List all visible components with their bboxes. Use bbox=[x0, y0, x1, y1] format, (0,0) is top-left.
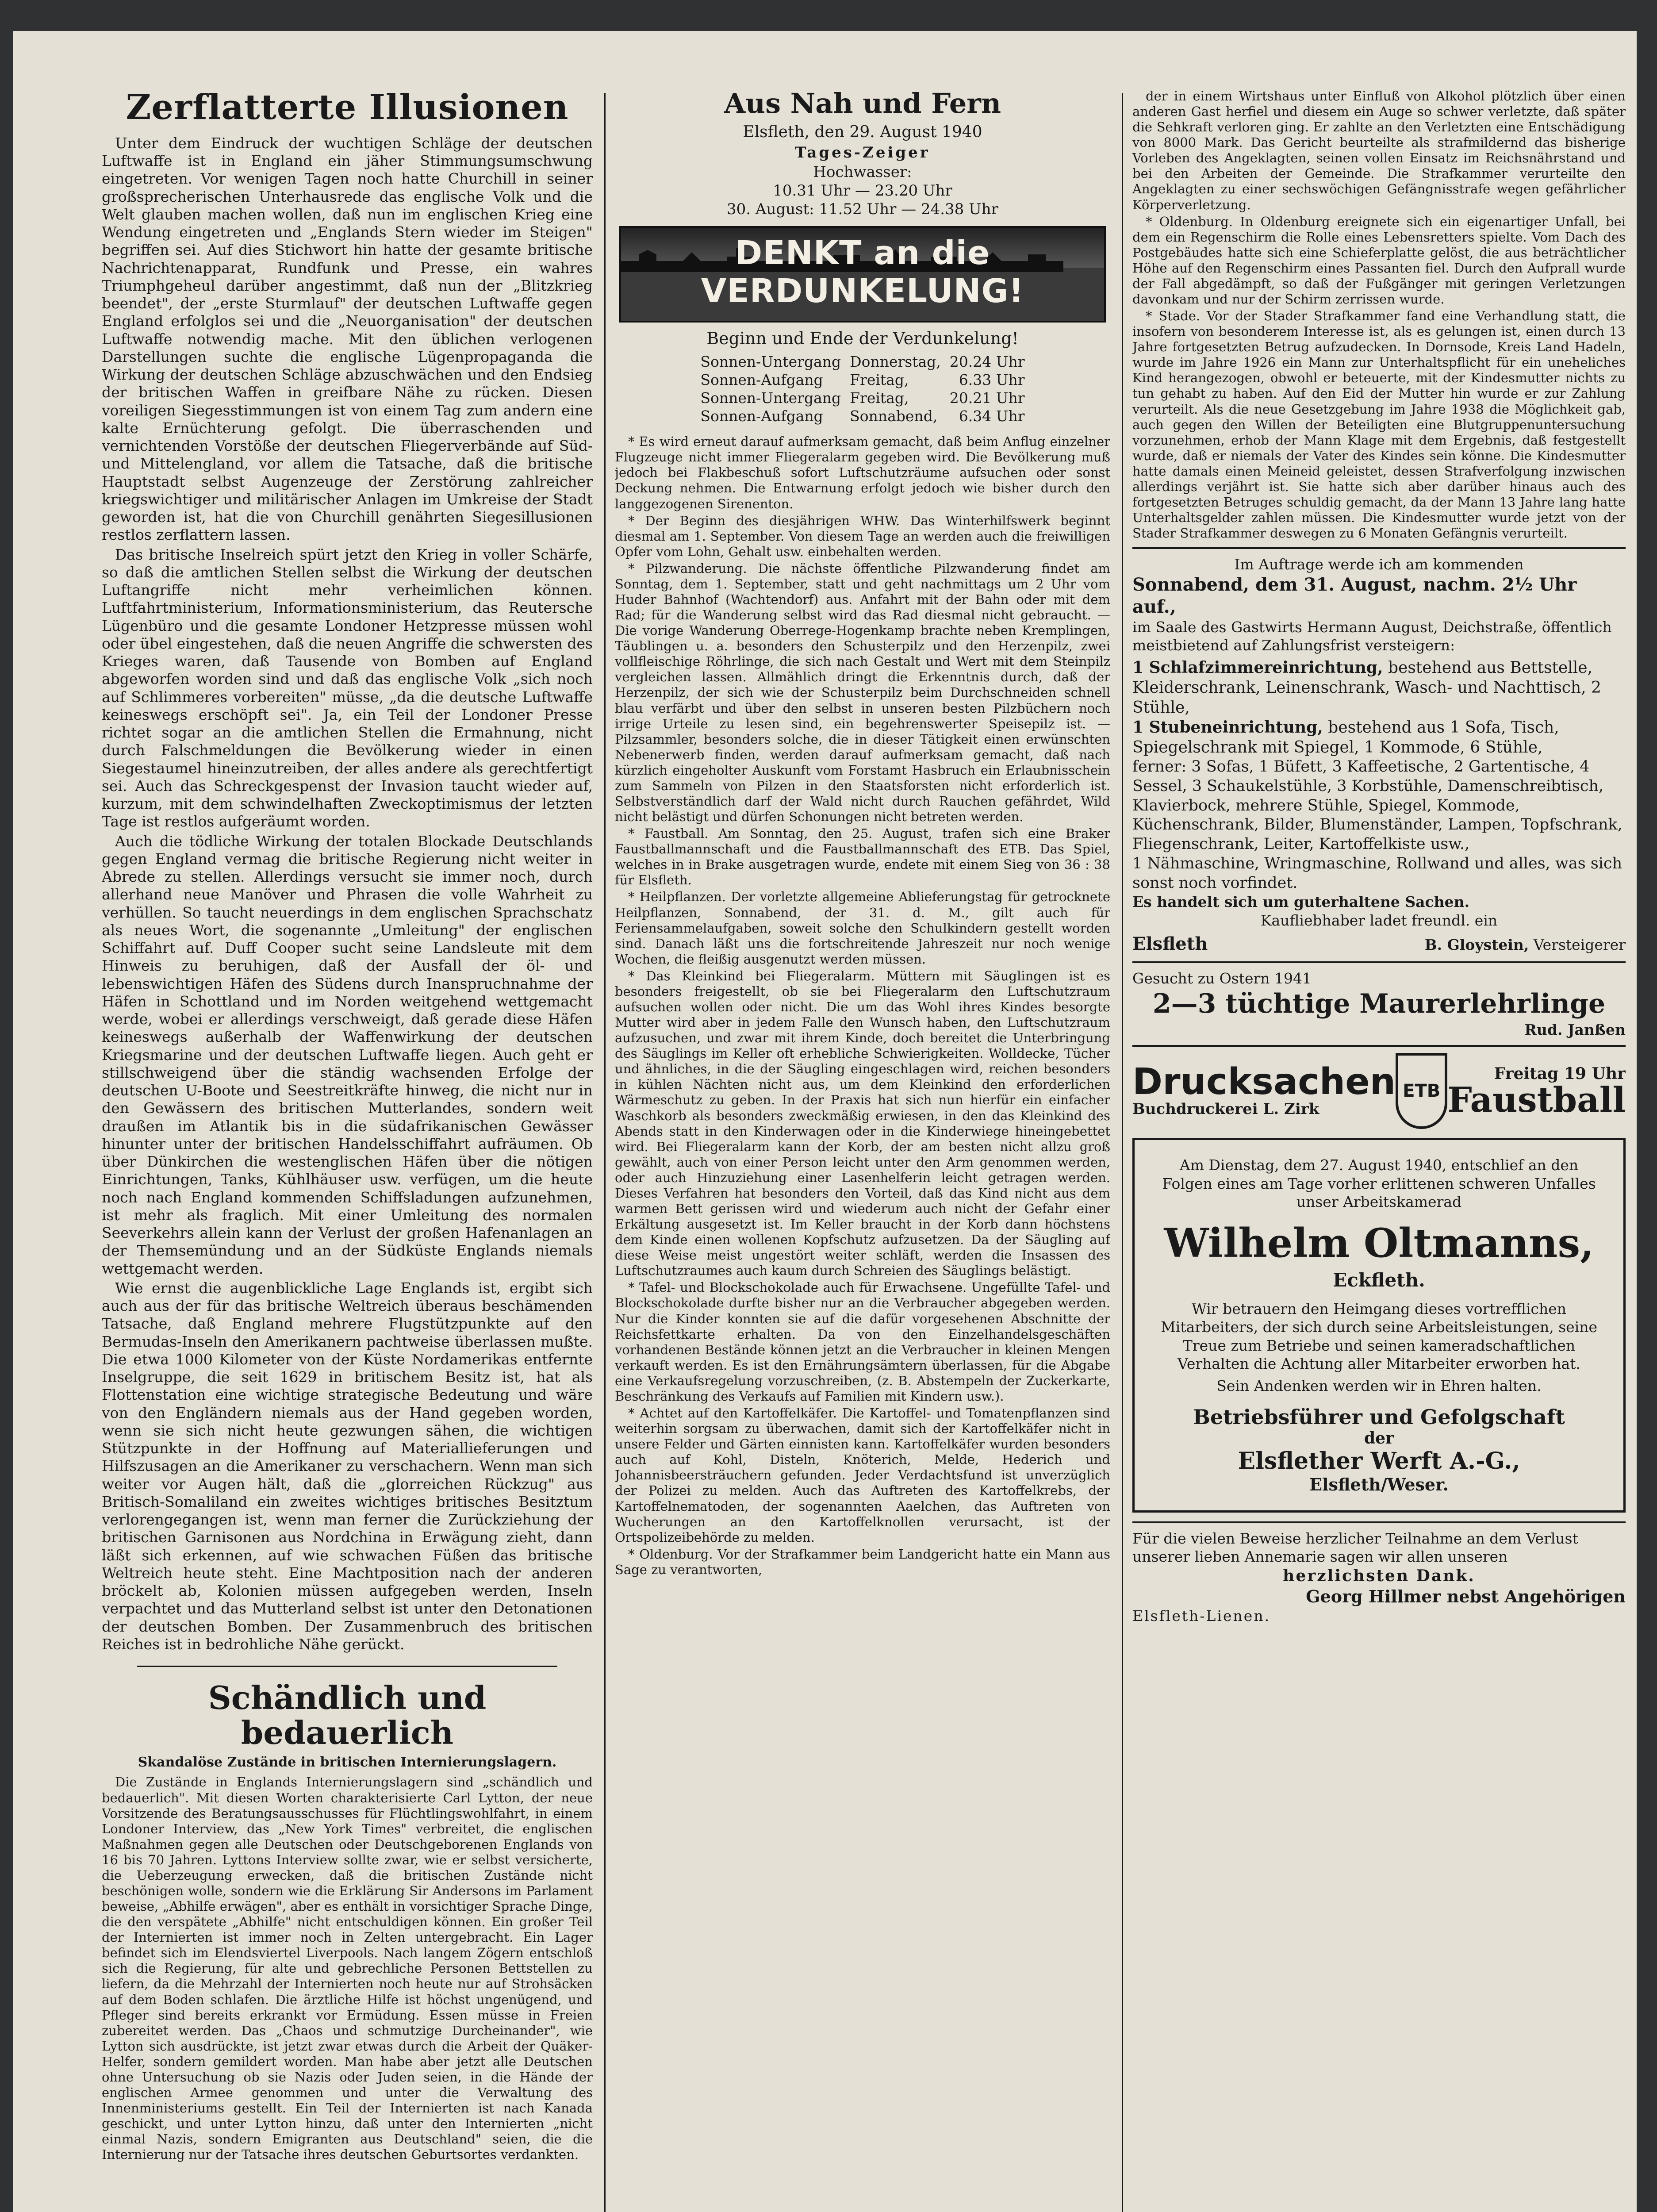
thanks-place: Elsfleth-Lienen. bbox=[1132, 1607, 1271, 1625]
sun-time: 6.33 Uhr bbox=[959, 371, 1025, 389]
sun-time: 6.34 Uhr bbox=[959, 407, 1025, 425]
sun-day: Freitag, bbox=[850, 371, 909, 389]
news-item: * Faustball. Am Sonntag, den 25. August, trafen sich eine Braker Faustballmannschaft und die Faustballmannschaft des ETB. Das Spiel, welches in in Brake ausgetragen wurde, endete mit einem Sieg von 36 : 38 für Elsfleth. bbox=[615, 826, 1110, 888]
column-3 bbox=[1132, 88, 1626, 2212]
sun-event: Sonnen-Aufgang bbox=[700, 371, 823, 389]
sun-event: Sonnen-Untergang bbox=[700, 353, 841, 371]
sun-time: 20.21 Uhr bbox=[949, 389, 1025, 407]
print-ad-title: Drucksachen bbox=[1132, 1061, 1396, 1103]
auction-item-1 bbox=[1132, 658, 1626, 718]
paragraph: Wie ernst die augenblickliche Lage Englands ist, ergibt sich auch aus der für das britische Weltreich überaus beschämenden Tatsache, daß England mehrere Flugstützpunkte auf den Bermudas-Inseln den Amerikanern pachtweise überlassen mußte. Die etwa 1000 Kilometer von der Küste Nordamerikas entfernte Inselgruppe, die seit 1629 in britischem Besitz ist, hat als Flottenstation eine wichtige strategische Bedeutung und wäre von den Engländern niemals aus der Hand gegeben worden, wenn sie sich nicht heute gezwungen sähen, die wichtigen Stützpunkte in der Hoffnung auf Materiallieferungen und Hilfszusagen an die Amerikaner zu verschachern. Wenn man sich weiter vor Augen hält, daß die „glorreichen Rückzug" aus Britisch-Somaliland ein zweites wichtiges britisches Besitztum verlorengegangen ist, wenn man ferner die Zurückziehung der britischen Garnisonen aus Nordchina in Erwägung zieht, dann läßt sich erkennen, auf wie schwachen Füßen das britische Weltreich heute steht. Eine Machtposition nach der anderen bröckelt ab, Kolonien müssen aufgegeben werden, Inseln verpachtet und das Mutterland selbst ist unter den Detonationen der deutschen Bomben. Der Zusammenbruch des britischen Reiches ist in bedrohliche Nähe gerückt. bbox=[102, 1279, 593, 1653]
thanks-ad bbox=[1132, 1529, 1626, 1625]
auction-buyers: Kaufliebhaber ladet freundl. ein bbox=[1260, 911, 1498, 929]
obituary-sign-2: der bbox=[1364, 1429, 1394, 1448]
news-item: * Heilpflanzen. Der vorletzte allgemeine Ablieferungstag für getrocknete Heilpflanzen, Sonnabend, der 31. d. M., gilt auch für Feriensammelaufgaben, soweit solche den Schulkindern gestellt worden sind. Danach läßt uns die fortschreitende Jahreszeit nur noch wenige Wochen, die fleißig ausgenutzt werden müssen. bbox=[615, 889, 1110, 967]
ad-divider bbox=[1132, 961, 1626, 963]
sun-event: Sonnen-Untergang bbox=[700, 389, 841, 407]
verdunkelung-title: Beginn und Ende der Verdunkelung! bbox=[706, 329, 1019, 349]
obituary-name: Wilhelm Oltmanns, bbox=[1164, 1220, 1594, 1267]
column-1 bbox=[102, 88, 593, 2212]
job-signature: Rud. Janßen bbox=[1524, 1021, 1626, 1039]
hochwasser-time-2: 30. August: 11.52 Uhr — 24.38 Uhr bbox=[727, 200, 998, 219]
ad-divider bbox=[1132, 1045, 1626, 1047]
thanks-line: herzlichsten Dank. bbox=[1283, 1566, 1475, 1585]
auctioneer-role: Versteigerer bbox=[1533, 936, 1626, 953]
auctioneer-name: B. Gloystein, bbox=[1424, 936, 1529, 953]
news-item: * Das Kleinkind bei Fliegeralarm. Müttern mit Säuglingen ist es besonders freigestellt, ob sie bei Fliegeralarm den Luftschutzraum aufsuchen wollen oder nicht. Die um das Wohl ihres Kindes besorgte Mutter wird aber in jedem Falle den Wunsch haben, den Luftschutzraum aufzusuchen, und zwar mit ihrem Kinde, doch bereitet die Unterbringung des Säuglings im Keller oft erhebliche Schwierigkeiten. Wolldecke, Tücher und ähnliches, in die der Säugling eingeschlagen wird, reichen besonders in kühlen Nächten nicht aus, um dem Kleinkind den erforderlichen Wärmeschutz zu geben. In der Praxis hat sich nun hierfür ein einfacher Waschkorb als besonders zweckmäßig erwiesen, in den das Kleinkind des Abends statt in den Kinderwagen oder in die Kinderwiege hineingebettet wird. Bei Fliegeralarm kann der Korb, der am besten nicht allzu groß gewählt, auch von einer Person leicht unter den Arm genommen werden, oder auch Hinzuziehung einer Lasenhelferin leicht getragen werden. Dieses Verfahren hat besonders den Vorteil, daß das Kind nicht aus dem warmen Bett gerissen wird und wiederum auch nicht der Gefahr einer Erkältung ausgesetzt ist. Im Keller braucht in der Korb dann höchstens dem Kinde einen wollenen Kopfschutz aufzusetzen. Da der Säugling auf diese Weise meist ungestört weiter schläft, werden die Insassen des Luftschutzraumes auch kaum durch Schreien des Säuglings belästigt. bbox=[615, 968, 1110, 1279]
faustball-title: Faustball bbox=[1447, 1080, 1626, 1121]
table-row bbox=[696, 407, 1029, 425]
tageszeiger-label: Tages-Zeiger bbox=[795, 144, 930, 162]
column-rule-1 bbox=[604, 93, 606, 2212]
hochwasser-time-1: 10.31 Uhr — 23.20 Uhr bbox=[773, 182, 952, 200]
obituary-place: Eckfleth. bbox=[1333, 1269, 1425, 1291]
etb-logo-icon: ETB bbox=[1396, 1053, 1447, 1129]
obituary-sign-3: Elsflether Werft A.-G., bbox=[1238, 1448, 1520, 1475]
auction-date: Sonnabend, dem 31. August, nachm. 2½ Uhr auf., bbox=[1132, 574, 1577, 617]
blackout-banner bbox=[619, 226, 1106, 323]
news-item: * Achtet auf den Kartoffelkäfer. Die Kartoffel- und Tomatenpflanzen sind weiterhin sorgsam zu überwachen, damit sich der Kartoffelkäfer nicht in unsere Felder und Gärten einnisten kann. Kartoffelkäfer wurden besonders auch auf Kohl, Disteln, Knöterich, Melde, Hederich und Johannisbeersträuchern gefunden. Jeder Verdachtsfund ist unverzüglich der Polizei zu melden. Auch das Auftreten des Kartoffelkrebs, der Kartoffelnematoden, der sogenannten Aaelchen, das Auftreten von Wucherungen an den Kartoffelknollen verursacht, ist der Ortspolizeibehörde zu melden. bbox=[615, 1406, 1110, 1545]
auction-footer bbox=[1132, 933, 1626, 955]
obituary-intro: Am Dienstag, dem 27. August 1940, entschlief an den Folgen eines am Tage vorher erlittenen schweren Unfalles unser Arbeitskamerad bbox=[1162, 1156, 1596, 1210]
column-2 bbox=[615, 88, 1110, 2212]
news-item: * Es wird erneut darauf aufmerksam gemacht, daß beim Anflug einzelner Flugzeuge nicht immer Fliegeralarm gegeben wird. Die Bevölkerung muß jedoch bei Flakbeschuß sofort Luftschutzräume aufsuchen oder sonst Deckung nehmen. Die Entwarnung erfolgt jedoch wie bisher durch den langgezogenen Sirenenton. bbox=[615, 434, 1110, 511]
auction-signature bbox=[1425, 936, 1626, 954]
item-head: 1 Schlafzimmereinrichtung, bbox=[1132, 658, 1383, 677]
article-headline-illusionen: Zerflatterte Illusionen bbox=[126, 88, 569, 127]
auction-item-2 bbox=[1132, 718, 1626, 757]
sun-day: Freitag, bbox=[850, 389, 909, 407]
auction-note: Es handelt sich um guterhaltene Sachen. bbox=[1132, 893, 1470, 911]
column-rule-2 bbox=[1122, 93, 1123, 2212]
paragraph: Die Zustände in Englands Internierungslagern sind „schändlich und bedauerlich". Mit diesen Worten charakterisierte Carl Lytton, der neue Vorsitzende des Beratungsausschusses für Flüchtlingswohlfahrt, in einem Londoner Interview, das „New York Times" verbreitet, die englischen Maßnahmen gegen alle Deutschen oder Deutschgeborenen Englands von 16 bis 70 Jahren. Lyttons Interview sollte zwar, wie er selbst versicherte, die Ueberzeugung erwecken, daß die britischen Zustände nicht beschönigen wolle, sondern wie die Erklärung Sir Andersons im Parlament beweise, „Abhilfe erwägen", aber es enthält in vorsichtiger Sprache Dinge, die den verspätete „Abhilfe" nicht entschuldigen können. Ein großer Teil der Internierten ist immer noch in Zelten untergebracht. Ein Lager befindet sich im Elendsviertel Liverpools. Nach langem Zögern entschloß sich die Regierung, für alte und gebrechliche Personen Bettstellen zu liefern, da die Mehrzahl der Internierten noch heute nur auf Strohsäcken auf dem Boden schlafen. Die ärztliche Hilfe ist höchst ungenügend, und Pfleger sind bereits erkrankt vor Ermüdung. Essen müsse in Freien zubereitet werden. Das „Chaos und schmutzige Durcheinander", wie Lytton sich ausdrückte, ist jetzt zwar etwas durch die Arbeit der Quäker-Helfer, sondern gemildert worden. Man habe aber jetzt alle Deutschen ohne Untersuchung ob sie Nazis oder Juden seien, in die Hände der englischen Armee genommen und unter die Verwaltung des Innenministeriums gestellt. Ein Teil der Internierten ist nach Kanada geschickt, und unter Lytton hinzu, daß unter den Internierten „nicht einmal Nazis, sondern Emigranten aus Deutschland" seien, die die Internierung nur der Tatsache ihres deutschen Geburtsortes verdankten. bbox=[102, 1774, 593, 2162]
obituary-box bbox=[1132, 1138, 1626, 1513]
table-row bbox=[696, 371, 1029, 389]
news-item: * Oldenburg. Vor der Strafkammer beim Landgericht hatte ein Mann aus Sage zu verantworten, bbox=[615, 1546, 1110, 1577]
table-row bbox=[696, 389, 1029, 407]
news-item: * Oldenburg. In Oldenburg ereignete sich ein eigenartiger Unfall, bei dem ein Regenschirm die Rolle eines Lebensretters spielte. Vom Dach des Postgebäudes hatte sich eine Schieferplatte gelöst, die aus beträchtlicher Höhe auf den Regenschirm eines Passanten fiel. Durch den Aufprall wurde der Fall abgedämpft, so daß der Fußgänger mit geringen Verletzungen davonkam und nur der Schirm zerrissen wurde. bbox=[1132, 214, 1626, 307]
news-item: * Pilzwanderung. Die nächste öffentliche Pilzwanderung findet am Sonntag, dem 1. September, statt und geht nachmittags um 2 Uhr vom Huder Bahnhof (Wachtendorf) aus. Anfahrt mit der Bahn oder mit dem Rad; für die Wanderung selbst wird das Rad diesmal nicht gebraucht. — Die vorige Wanderung Oberrege-Hogenkamp brachte neben Kremplingen, Täublingen u. a. besonders den Schusterpilz und den Herzenpilz, zwei vollfleischige Röhrlinge, die sich nach Gestalt und Wert mit dem Steinpilz vergleichen lassen. Allmählich dringt die Erkenntnis durch, daß der Herzenpilz, der sich wie der Schusterpilz beim Durchschneiden schnell blau verfärbt und über den selbst in unseren besten Pilzbüchern noch irrige Urteile zu lesen sind, ein begehrenswerter Speisepilz ist. — Pilzsammler, besonders solche, die in dieser Tätigkeit einen erwünschten Nebenerwerb finden, werden darauf aufmerksam gemacht, daß nach kürzlich eingeholter Auskunft vom Forstamt Hasbruch ein Erlaubnisschein zum Sammeln von Pilzen in den Staatsforsten nicht erforderlich ist. Selbstverständlich darf der Wald nicht durch Rauchen gefährdet, Wild nicht belästigt und dürfen Schonungen nicht betreten werden. bbox=[615, 561, 1110, 825]
auction-place: im Saale des Gastwirts Hermann August, Deichstraße, öffentlich meistbietend auf Zahlungsfrist versteigern: bbox=[1132, 618, 1612, 654]
faustball-ad bbox=[1447, 1064, 1626, 1121]
section-title: Aus Nah und Fern bbox=[724, 88, 1001, 119]
ad-divider bbox=[1132, 1521, 1626, 1523]
dateline: Elsfleth, den 29. August 1940 bbox=[743, 123, 982, 142]
job-intro: Gesucht zu Ostern 1941 bbox=[1132, 969, 1312, 987]
obituary-memory: Sein Andenken werden wir in Ehren halten. bbox=[1216, 1377, 1542, 1395]
thanks-sign: Georg Hillmer nebst Angehörigen bbox=[1306, 1586, 1626, 1606]
obituary-sign-4: Elsfleth/Weser. bbox=[1309, 1475, 1449, 1495]
item-rest: bestehend aus 1 Sofa, Tisch, Spiegelschrank mit Spiegel, 1 Kommode, 6 Stühle, bbox=[1132, 718, 1559, 757]
auction-ad bbox=[1132, 555, 1626, 955]
paragraph: Auch die tödliche Wirkung der totalen Blockade Deutschlands gegen England vermag die britische Regierung nicht weiter in Abrede zu stellen. Allerdings versucht sie immer noch, durch allerhand neue Manöver und Phrasen die volle Wahrheit zu verhüllen. So taucht neuerdings in dem englischen Sprachschatz als neues Wort, die sogenannte „Umleitung" der englischen Schiffahrt auf. Duff Cooper sucht seine Landsleute mit dem Hinweis zu beruhigen, daß der Ausfall der öl- und lebenswichtigen Häfen des Südens durch Inanspruchnahme der Häfen in Schottland und im Norden weitgehend wettgemacht werde, wobei er allerdings verschweigt, daß gerade diese Häfen keineswegs außerhalb der Waffenwirkung der deutschen Kriegsmarine und der deutschen Luftwaffe liegen. Auch geht er stillschweigend über die ständig wachsenden Erfolge der deutschen U-Boote und Seestreitkräfte hinweg, die nicht nur in den Gewässern des britischen Mutterlandes, sondern weit draußen im Atlantik bis in die südafrikanischen Gewässer hinunter unter der britischen Handelsschiffahrt aufräumen. Ob über Dünkirchen die westenglischen Häfen über die nötigen Einrichtungen, Tanks, Kühlhäuser usw. verfügen, um die heute noch nach England kommenden Schiffsladungen aufzunehmen, ist mehr als fraglich. Mit einer Umleitung des normalen Seeverkehrs allein kann der Verlust der großen Hafenanlagen an der Themsemündung und an der Südküste Englands niemals wettgemacht werden. bbox=[102, 832, 593, 1277]
sun-time: 20.24 Uhr bbox=[949, 353, 1025, 371]
banner-text: DENKT an die VERDUNKELUNG! bbox=[701, 234, 1024, 311]
sun-event: Sonnen-Aufgang bbox=[700, 407, 823, 425]
sun-day: Donnerstag, bbox=[850, 353, 941, 371]
table-row bbox=[696, 353, 1029, 371]
article-headline-schaendlich: Schändlich und bedauerlich bbox=[208, 1679, 487, 1752]
auction-item-3: ferner: 3 Sofas, 1 Büfett, 3 Kaffeetische, 2 Gartentische, 4 Sessel, 3 Schaukelstühle, 3 Korbstühle, Damenschreibtisch, Klavierbock, mehrere Stühle, Spiegel, Kommode, Küchenschrank, Bilder, Blumenständer, Lampen, Topfschrank, Fliegenschrank, Leiter, Kartoffelkiste usw., bbox=[1132, 758, 1622, 853]
sun-times-table bbox=[696, 353, 1029, 425]
item-head: 1 Stubeneinrichtung, bbox=[1132, 718, 1323, 737]
paragraph: Unter dem Eindruck der wuchtigen Schläge der deutschen Luftwaffe ist in England ein jäher Stimmungsumschwung eingetreten. Vor wenigen Tagen noch hatte Churchill in seiner großsprecherischen Unterhausrede das englische Volk und die Welt glauben machen wollen, daß nun im englischen Krieg eine Wendung eingetreten und „Englands Stern wieder im Steigen" begriffen sei. Auf dies Stichwort hin hatte der gesamte britische Nachrichtenapparat, Rundfunk und Presse, ein wahres Triumphgeheul darüber angestimmt, daß nun der „Blitzkrieg beendet", der „erste Sturmlauf" der deutschen Luftwaffe gegen England erfolglos sei und die „Neuorganisation" der deutschen Luftwaffe notwendig mache. Mit den üblichen verlogenen Darstellungen suchte die englische Lügenpropaganda die Wirkung der deutschen Schläge abzuschwächen und den Endsieg der britischen Waffen in greifbare Nähe zu rücken. Diesen voreiligen Siegesstimmungen ist von einem Tag zum andern eine kalte Ernüchterung gefolgt. Die überraschenden und vernichtenden Vorstöße der deutschen Fliegerverbände auf Süd- und Mittelengland, vor allem die Tatsache, daß die britische Hauptstadt selbst Augenzeuge der Zerstörung zahlreicher kriegswichtiger und militärischer Anlagen im Umkreise der Stadt geworden ist, hat die von Churchill genährten Siegesillusionen restlos zerflattern lassen. bbox=[102, 134, 593, 544]
newspaper-page bbox=[13, 31, 1637, 2212]
auction-town: Elsfleth bbox=[1132, 933, 1208, 954]
hochwasser-label: Hochwasser: bbox=[813, 163, 912, 181]
obituary-sign-1: Betriebsführer und Gefolgschaft bbox=[1193, 1405, 1565, 1429]
news-item: der in einem Wirtshaus unter Einfluß von Alkohol plötzlich über einen anderen Gast herfiel und diesem ein Auge so schwer verletzte, daß später die Sehkraft verloren ging. Er zahlte an den Verletzten eine Entschädigung von 8000 Mark. Das Gericht beurteilte als strafmildernd das bisherige Vorleben des Angeklagten, seinen vollen Einsatz im Reichsnährstand und bei den Arbeiten der Gemeinde. Die Strafkammer verurteilte den Angeklagten zu einer sechswöchigen Gefängnisstrafe wegen gefährlicher Körperverletzung. bbox=[1132, 88, 1626, 212]
job-headline: 2—3 tüchtige Maurerlehrlinge bbox=[1152, 988, 1606, 1020]
paragraph: Das britische Inselreich spürt jetzt den Krieg in voller Schärfe, so daß die amtlichen Stellen selbst die Wirkung der deutschen Luftangriffe nicht mehr verheimlichen können. Luftfahrtministerium, Informationsministerium, das Reutersche Lügenbüro und die gesamte Londoner Hetzpresse müssen wohl oder übel eingestehen, daß die neuen Angriffe die schwersten des Krieges waren, daß Tausende von Bomben auf England abgeworfen worden sind und daß das englische Volk „sich noch auf Schlimmeres vorbereiten" müsse, „da die deutsche Luftwaffe keineswegs erschöpft sei". Ja, ein Teil der Londoner Presse richtet sogar an die amtlichen Stellen die Ermahnung, nicht durch Falschmeldungen die Bevölkerung wieder in einen Siegestaumel hineinzutreiben, der alles andere als gerechtfertigt sei. Auch das Schreckgespenst der Invasion taucht wieder auf, kurzum, mit dem schwindelhaften Zweckoptimismus der letzten Tage ist restlos aufgeräumt worden. bbox=[102, 545, 593, 830]
news-item: * Der Beginn des diesjährigen WHW. Das Winterhilfswerk beginnt diesmal am 1. September. Von diesem Tage an werden auch die freiwilligen Opfer vom Lohn, Gehalt usw. einbehalten werden. bbox=[615, 513, 1110, 559]
article-subtitle: Skandalöse Zustände in britischen Internierungslagern. bbox=[138, 1755, 557, 1770]
print-ad-printer: Buchdruckerei L. Zirk bbox=[1132, 1100, 1319, 1118]
obituary-text: Wir betrauern den Heimgang dieses vortrefflichen Mitarbeiters, der sich durch seine Arbeitsleistungen, seine Treue zum Betriebe und seinen kameradschaftlichen Verhalten die Achtung aller Mitarbeiter erworben hat. bbox=[1160, 1300, 1598, 1372]
news-item: * Tafel- und Blockschokolade auch für Erwachsene. Ungefüllte Tafel- und Blockschokolade durfte bisher nur an die Verbraucher abgegeben werden. Nur die Kinder konnten sie auf die dafür vorgesehenen Abschnitte der Reichsfettkarte erhalten. Da von den Einzelhandelsgeschäften vorhandenen Bestände können jetzt an die Verbraucher in kleinen Mengen verkauft werden. Es ist den Ernährungsämtern überlassen, für die Abgabe eine Verkaufsregelung vorzuschreiben, (z. B. Abstempeln der Zuckerkarte, Beschränkung des Verkaufs auf Familien mit Kindern usw.). bbox=[615, 1280, 1110, 1404]
job-ad bbox=[1132, 969, 1626, 1039]
auction-intro: Im Auftrage werde ich am kommenden bbox=[1234, 556, 1524, 573]
item-rest: bestehend aus Bettstelle, Kleiderschrank, Leinenschrank, Wasch- und Nachttisch, 2 Stühle, bbox=[1132, 659, 1601, 717]
faustball-time: Freitag 19 Uhr bbox=[1494, 1064, 1626, 1083]
print-ad bbox=[1132, 1061, 1396, 1118]
article-divider bbox=[137, 1655, 557, 1667]
sun-day: Sonnabend, bbox=[850, 407, 938, 425]
article-body-illusionen bbox=[102, 134, 593, 1653]
news-item: * Stade. Vor der Stader Strafkammer fand eine Verhandlung statt, die insofern von besonderem Interesse ist, als es gelungen ist, einen durch 13 Jahre fortgesetzten Betrug aufzudecken. In Dornsode, Kreis Land Hadeln, wurde im Jahre 1926 ein Mann zur Unterhaltspflicht für ein uneheliches Kind herangezogen, obwohl er beteuerte, mit der Kindesmutter nichts zu tun gehabt zu haben. Auf den Eid der Mutter hin wurde er zur Zahlung verurteilt. Als die neue Gesetzgebung im Jahre 1938 die Möglichkeit gab, auch gegen den Willen der Beteiligten eine Blutgruppenuntersuchung vorzunehmen, erhob der Mann Klage mit dem Ergebnis, daß festgestellt wurde, daß er niemals der Vater des Kindes sein könne. Die Kindesmutter hatte damals einen Meineid geleistet, dessen Strafverfolgung inzwischen allerdings verjährt ist. Sie hatte sich aber darüber hinaus auch des fortgesetzten Betruges schuldig gemacht, da der Mann 13 Jahre lang hatte Unterhaltsgelder zahlen müssen. Die Kindesmutter wurde jetzt von der Stader Strafkammer deswegen zu 6 Monaten Gefängnis verurteilt. bbox=[1132, 308, 1626, 541]
auction-item-4: 1 Nähmaschine, Wringmaschine, Rollwand und alles, was sich sonst noch vorfindet. bbox=[1132, 854, 1622, 892]
thanks-text: Für die vielen Beweise herzlicher Teilnahme an dem Verlust unserer lieben Annemarie sagen wir allen unseren bbox=[1132, 1530, 1578, 1566]
print-faustball-ad bbox=[1132, 1053, 1626, 1129]
ad-divider bbox=[1132, 547, 1626, 549]
